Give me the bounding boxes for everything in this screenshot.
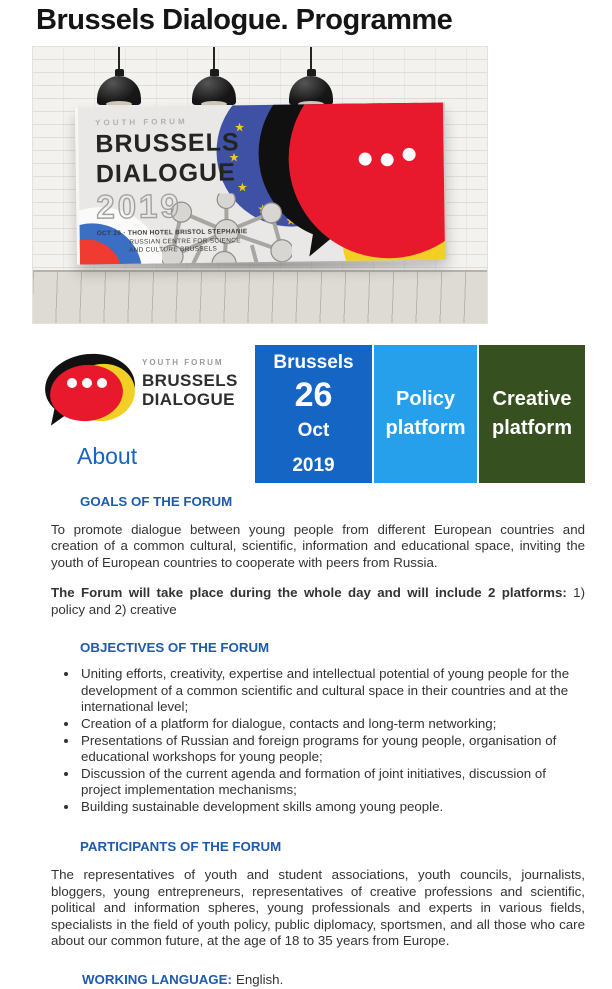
poster-year: 2019 xyxy=(96,188,247,224)
participants-paragraph: The representatives of youth and student associations, youth councils, journalists, bloggers, young entrepreneurs, representatives of creative professions and scientific, political and information spheres, young professionals and experts in various fields, specialists in the field of youth policy, public diplomacy, sportsmen, and all those who care about our common future, at the age of 18 to 35 years from Europe. xyxy=(51,867,585,950)
poster-title-line1: BRUSSELS xyxy=(95,130,246,157)
participants-heading: PARTICIPANTS OF THE FORUM xyxy=(80,839,585,856)
poster-title-line2: DIALOGUE xyxy=(96,160,247,187)
poster-venue-line: · RUSSIAN CENTRE FOR SCIENCE xyxy=(125,237,248,247)
forum-poster xyxy=(75,102,447,264)
policy-platform-label-line1: Policy xyxy=(374,385,477,414)
policy-platform-label-line2: platform xyxy=(374,414,477,443)
poster-venue-line: AND CULTURE BRUSSELS xyxy=(129,245,248,255)
ellipsis-dot xyxy=(381,153,394,166)
platforms-lead-rest: 1) policy and 2) creative xyxy=(51,585,585,617)
banner-photo xyxy=(32,46,488,324)
pendant-lamp-icon xyxy=(97,47,141,107)
goals-heading: GOALS OF THE FORUM xyxy=(80,494,585,511)
policy-platform-block[interactable] xyxy=(374,345,477,483)
about-link[interactable]: About xyxy=(77,443,137,470)
creative-platform-block[interactable] xyxy=(479,345,585,483)
objectives-item: • Building sustainable development skills among young people. xyxy=(79,799,585,816)
ellipsis-dot xyxy=(403,148,416,161)
objectives-item: • Creation of a platform for dialogue, contacts and long-term networking; xyxy=(79,716,585,733)
forum-logo-text xyxy=(142,358,238,409)
objectives-list xyxy=(51,666,585,815)
poster-kicker: YOUTH FORUM xyxy=(95,116,246,127)
logo-name-line2: DIALOGUE xyxy=(142,390,238,409)
event-year: 2019 xyxy=(255,454,372,478)
objectives-heading: OBJECTIVES OF THE FORUM xyxy=(80,640,585,657)
wooden-floor xyxy=(33,270,487,323)
platforms-paragraph xyxy=(51,585,585,618)
event-city: Brussels xyxy=(255,351,372,375)
event-date-block xyxy=(255,345,372,483)
event-month: Oct xyxy=(255,419,372,443)
document-body xyxy=(51,494,585,989)
forum-logo-icon xyxy=(45,354,137,432)
working-language-line xyxy=(82,972,585,989)
event-day: 26 xyxy=(255,377,372,413)
goals-paragraph: To promote dialogue between young people from different European countries and creation of a common cultural, scientific, information and educational space, inviting the youth of European countries to cooperate with peers from Russia. xyxy=(51,522,585,572)
working-language-label: WORKING LANGUAGE: xyxy=(82,972,232,987)
event-blocks xyxy=(255,345,585,483)
header-row xyxy=(0,343,612,483)
creative-platform-label-line1: Creative xyxy=(479,385,585,414)
pendant-lamp-icon xyxy=(192,47,236,107)
working-language-value: English. xyxy=(236,972,283,987)
objectives-item: • Uniting efforts, creativity, expertise and intellectual potential of young people for the development of a common scientific and cultural space in their countries and at the international level; xyxy=(79,666,585,716)
objectives-item: • Presentations of Russian and foreign programs for young people, organisation of educational workshops for young people; xyxy=(79,733,585,766)
logo-name xyxy=(142,371,238,409)
red-speech-bubble xyxy=(287,102,447,259)
logo-kicker: YOUTH FORUM xyxy=(142,358,238,367)
poster-venue-line: OCT 26 · THON HOTEL BRISTOL STEPHANIE xyxy=(97,228,248,239)
platforms-lead-bold: The Forum will take place during the whole day and will include 2 platforms: xyxy=(51,585,567,600)
pendant-lamp-icon xyxy=(289,47,333,107)
logo-name-line1: BRUSSELS xyxy=(142,371,238,390)
page-title: Brussels Dialogue. Programme xyxy=(36,4,612,37)
objectives-item: • Discussion of the current agenda and formation of joint initiatives, discussion of project implementation mechanisms; xyxy=(79,766,585,799)
eu-star-icon xyxy=(252,102,263,107)
creative-platform-label-line2: platform xyxy=(479,414,585,443)
